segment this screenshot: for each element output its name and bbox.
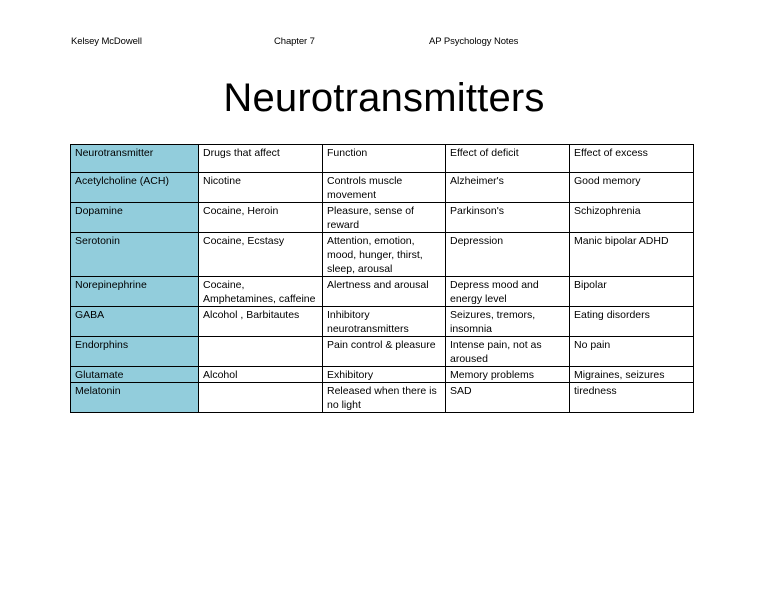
column-header-drugs: Drugs that affect	[199, 145, 323, 173]
cell-deficit: Seizures, tremors, insomnia	[446, 307, 570, 337]
cell-function: Released when there is no light	[323, 383, 446, 413]
cell-deficit: Depress mood and energy level	[446, 277, 570, 307]
cell-deficit: Depression	[446, 233, 570, 277]
column-header-neurotransmitter: Neurotransmitter	[71, 145, 199, 173]
column-header-deficit: Effect of deficit	[446, 145, 570, 173]
cell-neurotransmitter: Serotonin	[71, 233, 199, 277]
cell-drugs: Cocaine, Amphetamines, caffeine	[199, 277, 323, 307]
cell-deficit: Alzheimer's	[446, 173, 570, 203]
cell-function: Pain control & pleasure	[323, 337, 446, 367]
cell-neurotransmitter: Glutamate	[71, 367, 199, 383]
cell-excess: tiredness	[570, 383, 694, 413]
cell-drugs	[199, 337, 323, 367]
cell-drugs: Alcohol	[199, 367, 323, 383]
cell-excess: No pain	[570, 337, 694, 367]
table-header-row	[71, 145, 694, 173]
table-row	[71, 307, 694, 337]
chapter-label: Chapter 7	[274, 36, 315, 47]
table-row	[71, 367, 694, 383]
course-label: AP Psychology Notes	[429, 36, 519, 47]
cell-drugs	[199, 383, 323, 413]
cell-excess: Migraines, seizures	[570, 367, 694, 383]
cell-function: Controls muscle movement	[323, 173, 446, 203]
cell-drugs: Alcohol , Barbitautes	[199, 307, 323, 337]
cell-neurotransmitter: GABA	[71, 307, 199, 337]
document-header	[0, 36, 768, 48]
cell-deficit: SAD	[446, 383, 570, 413]
author-name: Kelsey McDowell	[71, 36, 142, 47]
table-row	[71, 383, 694, 413]
column-header-function: Function	[323, 145, 446, 173]
cell-function: Attention, emotion, mood, hunger, thirst, sleep, arousal	[323, 233, 446, 277]
cell-drugs: Nicotine	[199, 173, 323, 203]
cell-deficit: Parkinson's	[446, 203, 570, 233]
cell-neurotransmitter: Melatonin	[71, 383, 199, 413]
table-row	[71, 233, 694, 277]
cell-neurotransmitter: Norepinephrine	[71, 277, 199, 307]
cell-excess: Manic bipolar ADHD	[570, 233, 694, 277]
cell-function: Alertness and arousal	[323, 277, 446, 307]
cell-neurotransmitter: Dopamine	[71, 203, 199, 233]
page-title: Neurotransmitters	[223, 76, 545, 120]
table-row	[71, 337, 694, 367]
neurotransmitter-table	[70, 144, 694, 413]
cell-excess: Eating disorders	[570, 307, 694, 337]
cell-excess: Good memory	[570, 173, 694, 203]
cell-function: Pleasure, sense of reward	[323, 203, 446, 233]
cell-excess: Bipolar	[570, 277, 694, 307]
table-row	[71, 173, 694, 203]
cell-drugs: Cocaine, Heroin	[199, 203, 323, 233]
column-header-excess: Effect of excess	[570, 145, 694, 173]
cell-neurotransmitter: Endorphins	[71, 337, 199, 367]
cell-drugs: Cocaine, Ecstasy	[199, 233, 323, 277]
cell-function: Exhibitory	[323, 367, 446, 383]
cell-deficit: Memory problems	[446, 367, 570, 383]
cell-deficit: Intense pain, not as aroused	[446, 337, 570, 367]
cell-function: Inhibitory neurotransmitters	[323, 307, 446, 337]
cell-excess: Schizophrenia	[570, 203, 694, 233]
cell-neurotransmitter: Acetylcholine (ACH)	[71, 173, 199, 203]
table-row	[71, 203, 694, 233]
table-row	[71, 277, 694, 307]
